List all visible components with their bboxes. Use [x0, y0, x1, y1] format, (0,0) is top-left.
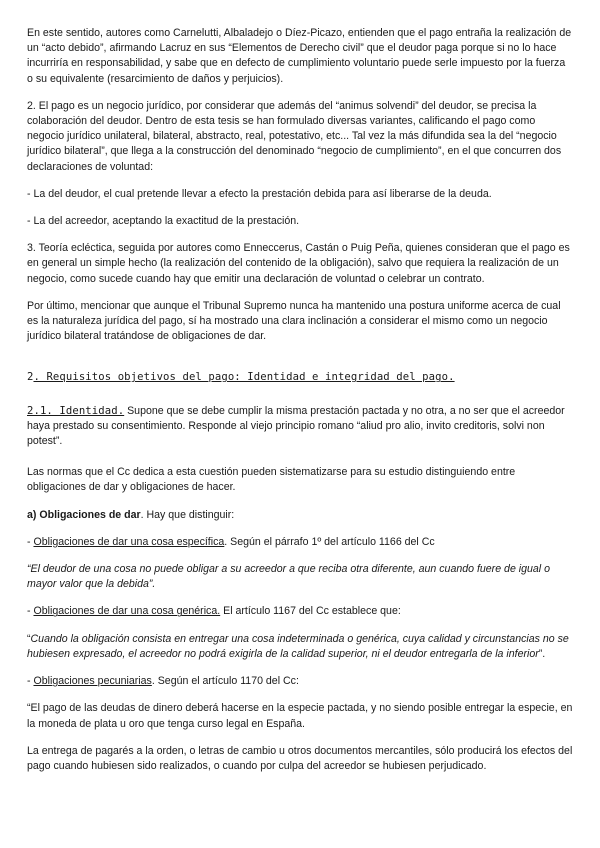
list-item-acreedor: - La del acreedor, aceptando la exactitud de la prestación. [27, 215, 300, 228]
quote-open-mark: “ [27, 632, 31, 645]
quote-articulo-1167 [27, 632, 573, 662]
quote-articulo-1166: “El deudor de una cosa no puede obligar a su acreedor a que reciba otra diferente, aun cuando fuere de igual o mayor valor que la debida”. [27, 563, 550, 591]
section-title: . Requisitos objetivos del pago: Identidad e integridad del pago. [33, 371, 455, 384]
item-pecuniarias-dash: - [27, 675, 34, 688]
document-page [27, 26, 573, 774]
paragraph-identidad [27, 404, 573, 450]
quote-articulo-1167-text: Cuando la obligación consista en entregar una cosa indeterminada o genérica, cuya calidad y circunstancias no se hubiesen expresado, el acreedor no podrá exigirla de la calidad superior, ni el deudor entregarla de la inferior [27, 632, 569, 660]
subsection-heading-identidad: 2.1. Identidad. [27, 404, 125, 417]
list-item-deudor: - La del deudor, el cual pretende llevar a efecto la prestación debida para así liberarse de la deuda. [27, 187, 492, 200]
item-cosa-generica [27, 604, 573, 619]
item-pecuniarias-label: Obligaciones pecuniarias [33, 675, 152, 688]
item-pecuniarias-rest: . Según el artículo 1170 del Cc: [151, 675, 299, 688]
item-cosa-generica-dash: - [27, 605, 34, 618]
heading-obligaciones-dar [27, 508, 573, 523]
paragraph-negocio-juridico: 2. El pago es un negocio jurídico, por considerar que además del “animus solvendi” del deudor, se precisa la colaboración del deudor. Dentro de esta tesis se han formulado diversas variantes, calificando el pago como negocio jurídico unilateral, bilateral, abstracto, real, potestativo, etc... Tal vez la más difundida sea la del “negocio jurídico bilateral”, que llega a la construcción del denominado “negocio de cumplimiento”, en el que concurren dos declaraciones de voluntad: [27, 99, 562, 173]
item-cosa-generica-rest: El artículo 1167 del Cc establece que: [220, 605, 401, 618]
section-number: 2 [27, 371, 34, 384]
section-heading-requisitos [27, 370, 573, 385]
paragraph-tribunal-supremo: Por último, mencionar que aunque el Tribunal Supremo nunca ha mantenido una postura uniforme acerca de cual es la naturaleza jurídica del pago, sí ha mostrado una clara inclinación a considerar el mismo como un negocio jurídico bilateral tratándose de obligaciones de dar. [27, 299, 561, 343]
identidad-text: Supone que se debe cumplir la misma prestación pactada y no otra, a no ser que el acreedor haya prestado su consentimiento. Responde al viejo principio romano “aliud pro alio, invito creditoris, solvi non potest”. [27, 404, 565, 448]
item-cosa-especifica [27, 535, 573, 550]
quote-close-mark: ”. [538, 647, 546, 660]
quote-articulo-1170: “El pago de las deudas de dinero deberá hacerse en la especie pactada, y no siendo posible entregar la especie, en la moneda de plata u oro que tenga curso legal en España. [27, 702, 573, 730]
paragraph-pagares: La entrega de pagarés a la orden, o letras de cambio u otros documentos mercantiles, sólo producirá los efectos del pago cuando hubiesen sido realizados, o cuando por culpa del acreedor se hubiesen perjudicado. [27, 744, 573, 772]
heading-obligaciones-dar-bold: a) Obligaciones de dar [27, 508, 141, 521]
heading-obligaciones-dar-rest: . Hay que distinguir: [140, 508, 235, 521]
item-cosa-generica-label: Obligaciones de dar una cosa genérica. [33, 605, 221, 618]
paragraph-acto-debido: En este sentido, autores como Carnelutti, Albaladejo o Díez-Picazo, entienden que el pago entraña la realización de un “acto debido”, afirmando Lacruz en sus “Elementos de Derecho civil” que el deudor paga porque si no lo hace incurriría en responsabilidad, y sabe que en defecto de cumplimiento voluntario puede serle impuesto por la fuerza o su equivalente (resarcimiento de daños y perjuicios). [27, 27, 572, 85]
paragraph-teoria-eclectica: 3. Teoría ecléctica, seguida por autores como Enneccerus, Castán o Puig Peña, quienes consideran que el pago es en general un simple hecho (la realización del contenido de la obligación), salvo que requiera la realización de un negocio, como sucede cuando hay que emitir una declaración de voluntad o celebrar un contrato. [27, 242, 570, 285]
paragraph-normas-cc: Las normas que el Cc dedica a esta cuestión pueden sistematizarse para su estudio distinguiendo entre obligaciones de dar y obligaciones de hacer. [27, 466, 516, 494]
item-cosa-especifica-rest: . Según el párrafo 1º del artículo 1166 del Cc [224, 535, 435, 548]
item-cosa-especifica-label: Obligaciones de dar una cosa específica [33, 535, 225, 548]
item-cosa-especifica-dash: - [27, 535, 34, 548]
item-pecuniarias [27, 674, 573, 689]
